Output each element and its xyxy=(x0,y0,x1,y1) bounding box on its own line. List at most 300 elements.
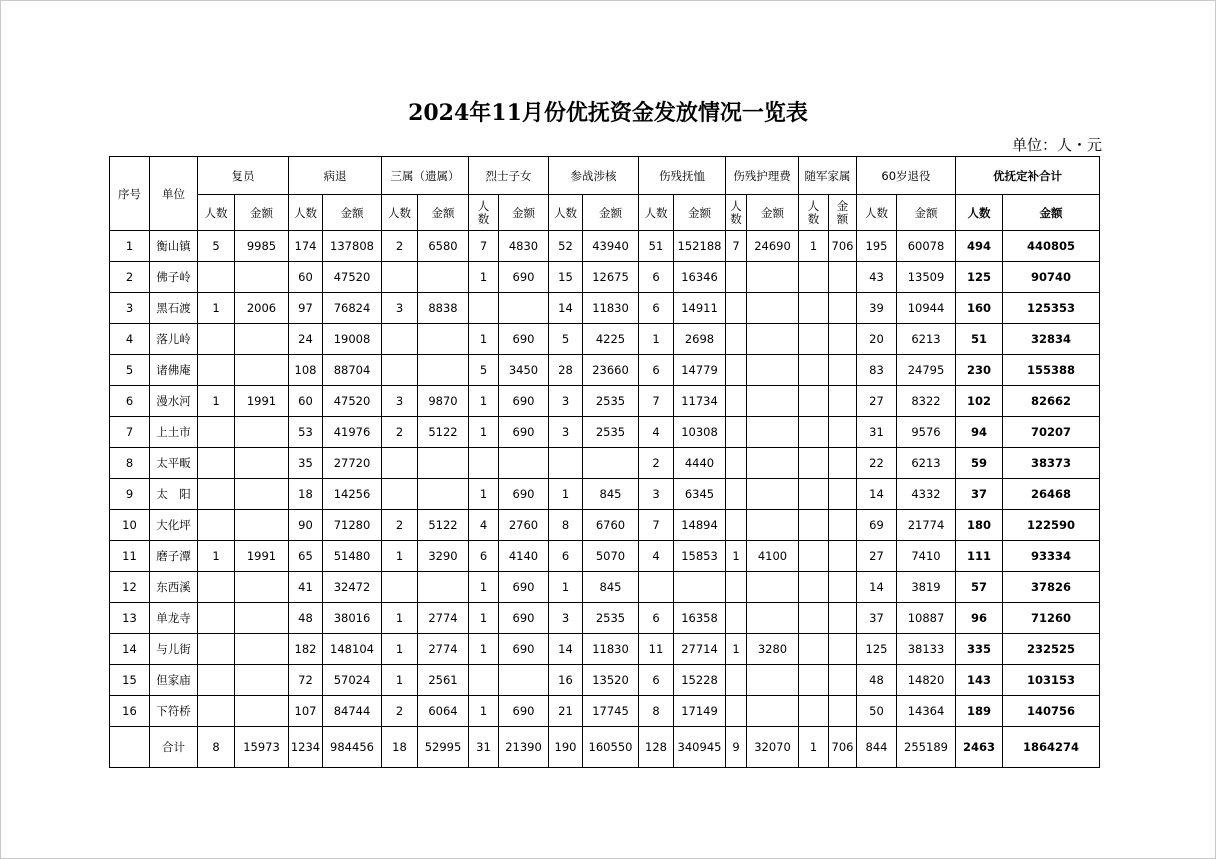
table-cell: 182 xyxy=(289,634,323,665)
table-cell: 60078 xyxy=(897,231,956,262)
header-group-martyr-children: 烈士子女 xyxy=(469,157,549,195)
table-cell: 9985 xyxy=(235,231,289,262)
table-cell xyxy=(469,293,499,324)
table-cell xyxy=(829,262,857,293)
header-seq: 序号 xyxy=(110,157,150,231)
table-cell: 1 xyxy=(382,541,418,572)
table-cell: 3 xyxy=(549,603,583,634)
table-cell: 4225 xyxy=(583,324,639,355)
row-seq: 1 xyxy=(110,231,150,262)
header-amount: 金额 xyxy=(674,195,726,231)
table-cell xyxy=(198,417,235,448)
table-cell: 102 xyxy=(956,386,1003,417)
table-row xyxy=(110,231,1100,262)
table-cell: 60 xyxy=(289,262,323,293)
table-cell: 51 xyxy=(639,231,674,262)
table-cell xyxy=(726,448,747,479)
table-cell: 1 xyxy=(469,479,499,510)
table-cell: 1 xyxy=(726,541,747,572)
header-group-war-nuclear: 参战涉核 xyxy=(549,157,639,195)
table-cell: 52 xyxy=(549,231,583,262)
total-cell: 1 xyxy=(799,727,829,768)
table-cell xyxy=(639,572,674,603)
table-cell xyxy=(418,448,469,479)
row-seq: 10 xyxy=(110,510,150,541)
table-cell xyxy=(198,262,235,293)
table-cell: 20 xyxy=(857,324,897,355)
table-cell xyxy=(726,262,747,293)
table-cell: 1 xyxy=(799,231,829,262)
table-cell xyxy=(726,386,747,417)
table-cell: 3 xyxy=(639,479,674,510)
table-cell: 15 xyxy=(549,262,583,293)
table-cell xyxy=(726,293,747,324)
table-row xyxy=(110,293,1100,324)
table-cell: 43940 xyxy=(583,231,639,262)
table-cell xyxy=(198,355,235,386)
table-cell: 90740 xyxy=(1003,262,1100,293)
table-cell: 195 xyxy=(857,231,897,262)
table-cell: 24690 xyxy=(747,231,799,262)
table-cell: 24 xyxy=(289,324,323,355)
header-count: 人数 xyxy=(289,195,323,231)
row-seq: 4 xyxy=(110,324,150,355)
table-cell xyxy=(747,262,799,293)
table-cell: 1 xyxy=(469,572,499,603)
row-unit-name: 衡山镇 xyxy=(150,231,198,262)
table-cell: 4 xyxy=(469,510,499,541)
table-cell: 4830 xyxy=(499,231,549,262)
table-cell xyxy=(235,479,289,510)
table-cell: 14894 xyxy=(674,510,726,541)
table-cell: 1 xyxy=(726,634,747,665)
total-label: 合计 xyxy=(150,727,198,768)
table-cell: 143 xyxy=(956,665,1003,696)
table-cell: 2535 xyxy=(583,386,639,417)
table-cell: 1 xyxy=(469,417,499,448)
table-cell: 690 xyxy=(499,262,549,293)
table-cell: 12675 xyxy=(583,262,639,293)
table-cell xyxy=(198,448,235,479)
row-unit-name: 与儿街 xyxy=(150,634,198,665)
table-cell: 97 xyxy=(289,293,323,324)
table-cell xyxy=(198,324,235,355)
header-group-military-family: 随军家属 xyxy=(799,157,857,195)
table-cell: 1991 xyxy=(235,541,289,572)
table-cell: 125353 xyxy=(1003,293,1100,324)
table-cell: 11 xyxy=(639,634,674,665)
table-cell: 2561 xyxy=(418,665,469,696)
table-row xyxy=(110,324,1100,355)
table-cell: 71280 xyxy=(323,510,382,541)
table-cell xyxy=(829,541,857,572)
table-row xyxy=(110,262,1100,293)
row-seq: 5 xyxy=(110,355,150,386)
table-cell: 2535 xyxy=(583,603,639,634)
table-cell: 10887 xyxy=(897,603,956,634)
table-cell: 71260 xyxy=(1003,603,1100,634)
table-cell: 7 xyxy=(469,231,499,262)
header-amount: 金额 xyxy=(583,195,639,231)
table-cell: 4440 xyxy=(674,448,726,479)
table-cell xyxy=(418,479,469,510)
table-cell xyxy=(235,262,289,293)
table-cell: 2 xyxy=(639,448,674,479)
table-cell xyxy=(499,665,549,696)
table-cell: 11830 xyxy=(583,293,639,324)
table-cell: 3 xyxy=(382,386,418,417)
table-cell: 125 xyxy=(956,262,1003,293)
header-group-disability-pension: 伤残抚恤 xyxy=(639,157,726,195)
header-amount: 金额 xyxy=(897,195,956,231)
table-cell xyxy=(198,572,235,603)
table-cell: 2774 xyxy=(418,603,469,634)
table-cell: 48 xyxy=(289,603,323,634)
table-cell: 11830 xyxy=(583,634,639,665)
table-cell: 2774 xyxy=(418,634,469,665)
table-cell: 1 xyxy=(469,324,499,355)
table-cell: 37 xyxy=(857,603,897,634)
table-cell: 27 xyxy=(857,541,897,572)
row-unit-name: 太平畈 xyxy=(150,448,198,479)
table-cell: 57 xyxy=(956,572,1003,603)
table-cell: 160 xyxy=(956,293,1003,324)
table-cell: 5070 xyxy=(583,541,639,572)
table-cell: 1 xyxy=(469,386,499,417)
row-unit-name: 太 阳 xyxy=(150,479,198,510)
table-cell xyxy=(799,386,829,417)
table-cell: 1991 xyxy=(235,386,289,417)
header-amount: 金额 xyxy=(235,195,289,231)
table-row xyxy=(110,355,1100,386)
row-seq: 3 xyxy=(110,293,150,324)
table-cell: 94 xyxy=(956,417,1003,448)
table-cell: 96 xyxy=(956,603,1003,634)
table-cell: 82662 xyxy=(1003,386,1100,417)
table-cell: 14256 xyxy=(323,479,382,510)
table-cell: 4100 xyxy=(747,541,799,572)
table-cell xyxy=(726,572,747,603)
header-unit: 单位 xyxy=(150,157,198,231)
table-cell: 494 xyxy=(956,231,1003,262)
table-cell: 14820 xyxy=(897,665,956,696)
table-cell xyxy=(235,572,289,603)
table-cell: 1 xyxy=(382,634,418,665)
table-cell: 148104 xyxy=(323,634,382,665)
table-cell: 125 xyxy=(857,634,897,665)
table-cell xyxy=(235,417,289,448)
table-cell: 38016 xyxy=(323,603,382,634)
table-row xyxy=(110,417,1100,448)
table-cell: 4 xyxy=(639,417,674,448)
table-cell: 39 xyxy=(857,293,897,324)
table-cell xyxy=(382,448,418,479)
table-cell xyxy=(747,448,799,479)
table-row xyxy=(110,510,1100,541)
table-cell: 6 xyxy=(549,541,583,572)
table-cell: 9870 xyxy=(418,386,469,417)
header-amount: 金额 xyxy=(323,195,382,231)
table-cell: 6 xyxy=(639,665,674,696)
table-cell: 5 xyxy=(198,231,235,262)
page-title: 2024年11月份优抚资金发放情况一览表 xyxy=(408,100,808,126)
table-cell: 9576 xyxy=(897,417,956,448)
total-cell: 18 xyxy=(382,727,418,768)
table-cell xyxy=(382,262,418,293)
row-unit-name: 上土市 xyxy=(150,417,198,448)
total-cell: 8 xyxy=(198,727,235,768)
header-amount: 金额 xyxy=(418,195,469,231)
table-cell: 69 xyxy=(857,510,897,541)
table-cell xyxy=(235,324,289,355)
table-cell xyxy=(829,510,857,541)
row-seq: 13 xyxy=(110,603,150,634)
row-unit-name: 东西溪 xyxy=(150,572,198,603)
table-cell: 107 xyxy=(289,696,323,727)
table-cell: 690 xyxy=(499,572,549,603)
table-row xyxy=(110,696,1100,727)
row-seq: 2 xyxy=(110,262,150,293)
table-cell: 1 xyxy=(549,479,583,510)
table-cell xyxy=(829,479,857,510)
table-row xyxy=(110,572,1100,603)
table-cell: 2 xyxy=(382,417,418,448)
table-row xyxy=(110,479,1100,510)
table-cell: 4 xyxy=(639,541,674,572)
header-group-veteran: 复员 xyxy=(198,157,289,195)
table-cell xyxy=(799,479,829,510)
table-cell xyxy=(235,448,289,479)
table-cell: 28 xyxy=(549,355,583,386)
table-cell: 140756 xyxy=(1003,696,1100,727)
table-cell xyxy=(235,510,289,541)
table-cell xyxy=(726,324,747,355)
table-cell xyxy=(829,634,857,665)
total-cell: 52995 xyxy=(418,727,469,768)
table-cell xyxy=(829,324,857,355)
table-cell: 19008 xyxy=(323,324,382,355)
table-cell xyxy=(747,417,799,448)
table-cell: 8 xyxy=(639,696,674,727)
table-cell xyxy=(747,696,799,727)
header-amount: 金额 xyxy=(1003,195,1100,231)
table-cell: 47520 xyxy=(323,386,382,417)
table-cell: 53 xyxy=(289,417,323,448)
table-cell: 11734 xyxy=(674,386,726,417)
table-cell xyxy=(198,603,235,634)
table-cell: 14911 xyxy=(674,293,726,324)
table-cell: 6 xyxy=(639,293,674,324)
table-cell: 3 xyxy=(549,417,583,448)
total-row xyxy=(110,727,1100,768)
table-cell: 8 xyxy=(549,510,583,541)
table-cell: 17149 xyxy=(674,696,726,727)
table-cell: 6213 xyxy=(897,448,956,479)
row-unit-name: 单龙寺 xyxy=(150,603,198,634)
table-cell xyxy=(583,448,639,479)
header-row-sub xyxy=(110,195,1100,231)
table-cell xyxy=(829,386,857,417)
table-cell xyxy=(726,665,747,696)
table-cell xyxy=(726,355,747,386)
table-cell xyxy=(829,665,857,696)
table-cell: 24795 xyxy=(897,355,956,386)
table-cell: 7 xyxy=(639,386,674,417)
header-count: 人数 xyxy=(956,195,1003,231)
table-cell: 43 xyxy=(857,262,897,293)
header-count-vertical: 人 数 xyxy=(469,195,499,231)
row-seq: 14 xyxy=(110,634,150,665)
table-row xyxy=(110,448,1100,479)
header-count: 人数 xyxy=(857,195,897,231)
table-cell: 59 xyxy=(956,448,1003,479)
table-cell: 2 xyxy=(382,231,418,262)
table-cell: 1 xyxy=(549,572,583,603)
table-cell: 72 xyxy=(289,665,323,696)
row-seq: 9 xyxy=(110,479,150,510)
table-cell: 13520 xyxy=(583,665,639,696)
table-cell: 60 xyxy=(289,386,323,417)
header-count: 人数 xyxy=(198,195,235,231)
table-cell: 41976 xyxy=(323,417,382,448)
table-cell: 690 xyxy=(499,386,549,417)
table-cell: 3450 xyxy=(499,355,549,386)
table-cell xyxy=(198,510,235,541)
table-cell xyxy=(799,541,829,572)
table-cell: 23660 xyxy=(583,355,639,386)
table-cell: 16 xyxy=(549,665,583,696)
table-cell: 440805 xyxy=(1003,231,1100,262)
table-cell xyxy=(198,479,235,510)
table-cell: 93334 xyxy=(1003,541,1100,572)
table-cell xyxy=(747,386,799,417)
table-cell xyxy=(799,355,829,386)
table-cell: 706 xyxy=(829,231,857,262)
table-cell: 8322 xyxy=(897,386,956,417)
table-cell xyxy=(726,696,747,727)
table-cell: 14779 xyxy=(674,355,726,386)
table-cell: 8838 xyxy=(418,293,469,324)
table-cell xyxy=(726,510,747,541)
table-cell xyxy=(418,355,469,386)
row-seq: 12 xyxy=(110,572,150,603)
table-cell xyxy=(726,479,747,510)
table-cell: 70207 xyxy=(1003,417,1100,448)
row-unit-name: 诸佛庵 xyxy=(150,355,198,386)
total-seq-blank xyxy=(110,727,150,768)
table-cell xyxy=(499,293,549,324)
table-cell: 2 xyxy=(382,696,418,727)
table-cell: 16358 xyxy=(674,603,726,634)
table-cell: 2535 xyxy=(583,417,639,448)
table-cell xyxy=(469,448,499,479)
table-cell: 1 xyxy=(198,541,235,572)
header-row-groups xyxy=(110,157,1100,195)
total-cell: 128 xyxy=(639,727,674,768)
table-cell xyxy=(747,510,799,541)
table-cell xyxy=(829,417,857,448)
total-cell: 31 xyxy=(469,727,499,768)
table-cell: 4140 xyxy=(499,541,549,572)
total-cell: 190 xyxy=(549,727,583,768)
table-cell: 7410 xyxy=(897,541,956,572)
table-cell: 3819 xyxy=(897,572,956,603)
table-cell xyxy=(799,262,829,293)
table-cell xyxy=(799,448,829,479)
total-cell: 160550 xyxy=(583,727,639,768)
table-cell: 6 xyxy=(639,355,674,386)
table-cell: 6345 xyxy=(674,479,726,510)
table-cell: 690 xyxy=(499,417,549,448)
table-row xyxy=(110,634,1100,665)
table-cell: 3 xyxy=(382,293,418,324)
table-cell: 6 xyxy=(469,541,499,572)
table-cell xyxy=(829,572,857,603)
table-cell xyxy=(747,293,799,324)
table-cell: 2698 xyxy=(674,324,726,355)
table-cell: 22 xyxy=(857,448,897,479)
table-cell xyxy=(382,355,418,386)
header-count: 人数 xyxy=(549,195,583,231)
table-cell: 10308 xyxy=(674,417,726,448)
table-cell: 2006 xyxy=(235,293,289,324)
table-cell: 1 xyxy=(198,293,235,324)
table-cell: 152188 xyxy=(674,231,726,262)
table-row xyxy=(110,386,1100,417)
table-cell xyxy=(799,293,829,324)
table-cell: 17745 xyxy=(583,696,639,727)
table-cell: 31 xyxy=(857,417,897,448)
table-cell xyxy=(549,448,583,479)
table-cell: 6064 xyxy=(418,696,469,727)
table-cell: 38133 xyxy=(897,634,956,665)
table-cell: 18 xyxy=(289,479,323,510)
header-count-vertical: 人 数 xyxy=(799,195,829,231)
table-cell xyxy=(799,572,829,603)
row-seq: 16 xyxy=(110,696,150,727)
table-row xyxy=(110,665,1100,696)
table-cell: 5122 xyxy=(418,510,469,541)
table-cell: 5 xyxy=(469,355,499,386)
table-cell xyxy=(235,696,289,727)
table-cell: 3280 xyxy=(747,634,799,665)
table-cell: 5 xyxy=(549,324,583,355)
table-cell: 1 xyxy=(469,696,499,727)
total-cell: 15973 xyxy=(235,727,289,768)
table-cell: 83 xyxy=(857,355,897,386)
table-cell xyxy=(382,479,418,510)
table-cell xyxy=(235,603,289,634)
table-cell: 690 xyxy=(499,634,549,665)
table-cell: 7 xyxy=(726,231,747,262)
table-cell xyxy=(418,324,469,355)
table-cell: 37 xyxy=(956,479,1003,510)
table-cell xyxy=(499,448,549,479)
row-unit-name: 下符桥 xyxy=(150,696,198,727)
header-amount: 金额 xyxy=(747,195,799,231)
table-cell: 3 xyxy=(549,386,583,417)
table-cell: 35 xyxy=(289,448,323,479)
total-cell: 2463 xyxy=(956,727,1003,768)
table-cell: 690 xyxy=(499,324,549,355)
unit-label: 单位：人・元 xyxy=(1011,136,1102,154)
table-cell: 47520 xyxy=(323,262,382,293)
header-count: 人数 xyxy=(382,195,418,231)
table-cell: 4332 xyxy=(897,479,956,510)
table-cell: 1 xyxy=(382,665,418,696)
table-cell: 1 xyxy=(639,324,674,355)
table-cell xyxy=(198,634,235,665)
